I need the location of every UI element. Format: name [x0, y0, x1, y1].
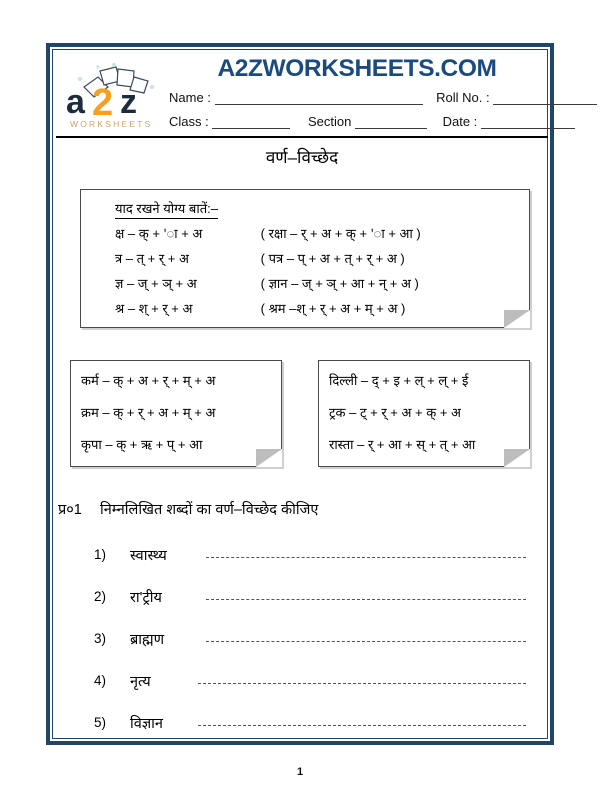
- answer-blank-line[interactable]: [206, 557, 526, 558]
- note-row-right: ( ज्ञान – ज् + ञ् + आ + न् + अ ): [260, 276, 419, 291]
- list-item-word: स्वास्थ्य: [130, 548, 167, 564]
- class-label: Class :: [169, 114, 209, 129]
- example-line: ट्रक – ट् + र् + अ + क् + अ: [329, 405, 461, 420]
- header-field-row-2: [169, 114, 547, 136]
- header-field-row-1: [169, 90, 547, 112]
- worksheet-header: [56, 53, 548, 138]
- list-item-word: नृत्य: [130, 674, 151, 690]
- answer-blank-line[interactable]: [206, 599, 526, 600]
- folded-corner-icon: [504, 310, 530, 328]
- example-line: कर्म – क् + अ + र् + म् + अ: [81, 373, 216, 388]
- note-row-right: ( रक्षा – र् + अ + क् + 'ा + आ ): [260, 226, 421, 241]
- svg-text:2: 2: [92, 82, 114, 124]
- answer-blank-line[interactable]: [198, 683, 526, 684]
- name-input[interactable]: [215, 91, 423, 105]
- note-row: [115, 221, 529, 246]
- list-item-index: 5): [94, 715, 107, 730]
- roll-no-label: Roll No. :: [436, 90, 490, 105]
- remember-points-heading: याद रखने योग्य बातें:–: [115, 199, 218, 219]
- page-frame: [46, 43, 554, 745]
- svg-text:WORKSHEETS: WORKSHEETS: [70, 119, 153, 129]
- answer-blank-line[interactable]: [206, 641, 526, 642]
- page-number: 1: [296, 766, 304, 778]
- list-item-index: 4): [94, 673, 107, 688]
- note-row-left: क्ष – क् + 'ा + अ: [115, 226, 203, 241]
- list-item-index: 2): [94, 589, 107, 604]
- list-item-index: 1): [94, 547, 107, 562]
- example-box-left: [70, 360, 282, 467]
- page-title: वर्ण–विच्छेद: [265, 148, 339, 167]
- note-row-left: श्र – श् + र् + अ: [115, 301, 193, 316]
- list-item-word: ब्राह्मण: [130, 632, 165, 648]
- note-row-right: ( पत्र – प् + अ + त् + र् + अ ): [260, 251, 405, 266]
- list-item-index: 3): [94, 631, 107, 646]
- example-box-right: [318, 360, 530, 467]
- note-row-right: ( श्रम –श् + र् + अ + म् + अ ): [260, 301, 406, 316]
- list-item-word: रा'ट्रीय: [130, 590, 162, 606]
- date-label: Date :: [442, 114, 478, 129]
- answer-list: [58, 539, 546, 749]
- list-item: [58, 581, 546, 623]
- class-input[interactable]: [212, 115, 290, 129]
- note-row: [115, 271, 529, 296]
- note-row: [115, 246, 529, 271]
- example-line: दिल्ली – द् + इ + ल् + ल् + ई: [329, 373, 469, 388]
- roll-no-input[interactable]: [493, 91, 597, 105]
- site-title: A2ZWORKSHEETS.COM: [217, 55, 497, 82]
- answer-blank-line[interactable]: [198, 725, 526, 726]
- name-label: Name :: [169, 90, 211, 105]
- remember-points-box: [80, 189, 530, 328]
- list-item: [58, 623, 546, 665]
- list-item: [58, 539, 546, 581]
- question-text: निम्नलिखित शब्दों का वर्ण–विच्छेद कीजिए: [100, 502, 319, 518]
- section-label: Section: [307, 114, 352, 129]
- date-input[interactable]: [481, 115, 575, 129]
- list-item: [58, 707, 546, 749]
- a2z-logo: [64, 61, 169, 131]
- note-row: [115, 296, 529, 321]
- example-line: क्रम – क् + र् + अ + म् + अ: [81, 405, 216, 420]
- svg-text:z: z: [120, 83, 137, 121]
- folded-corner-icon: [504, 449, 530, 467]
- example-line: रास्ता – र् + आ + स् + त् + आ: [329, 437, 476, 452]
- list-item: [58, 665, 546, 707]
- svg-text:a: a: [66, 83, 85, 121]
- section-input[interactable]: [355, 115, 427, 129]
- note-row-left: त्र – त् + र् + अ: [115, 251, 189, 266]
- folded-corner-icon: [256, 449, 282, 467]
- note-row-left: ज्ञ – ज् + ञ् + अ: [115, 276, 197, 291]
- question-prompt: [58, 499, 528, 519]
- list-item-word: विज्ञान: [130, 716, 163, 732]
- example-line: कृपा – क् + ऋ + प् + आ: [81, 437, 203, 452]
- question-number: प्र०1: [58, 502, 82, 518]
